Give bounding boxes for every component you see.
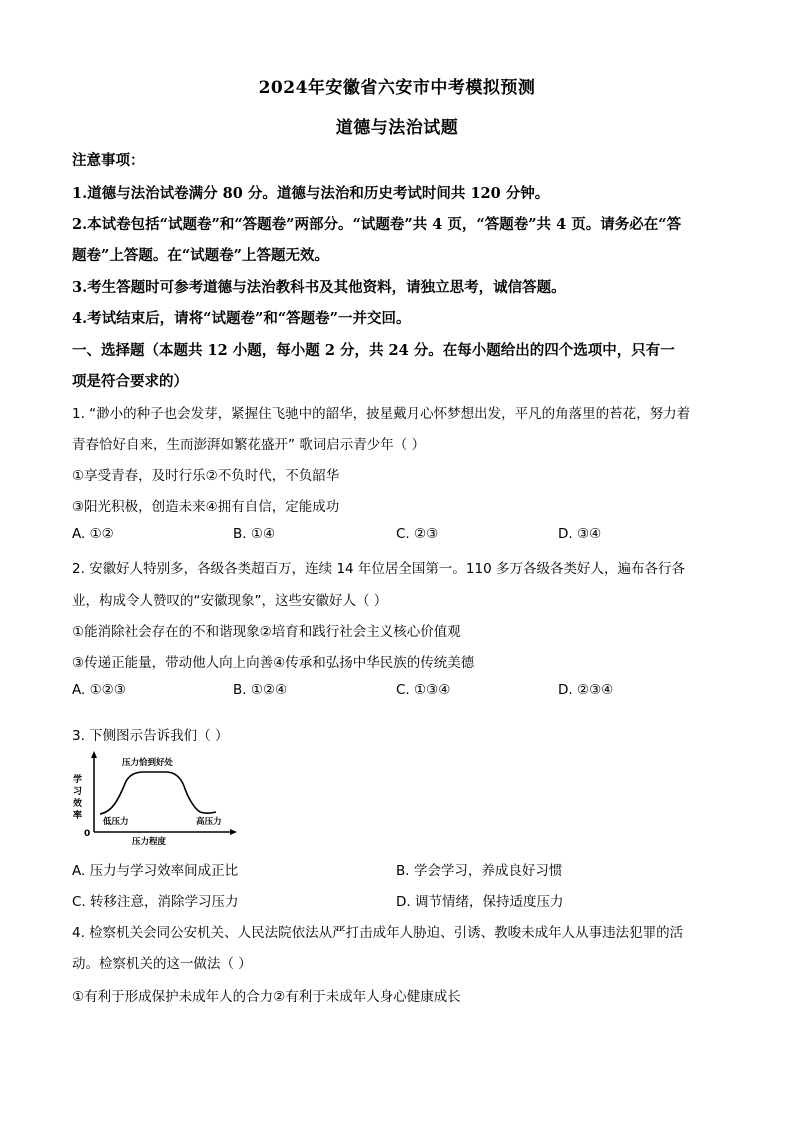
question-2-option-b[interactable]: B. ①②④ [233,682,288,698]
question-1-option-d[interactable]: D. ③④ [558,526,602,542]
peak-label: 压力恰到好处 [122,758,174,768]
question-3-option-d[interactable]: D. 调节情绪，保持适度压力 [396,894,564,910]
efficiency-curve [100,772,216,814]
question-3-option-b[interactable]: B. 学会学习，养成良好习惯 [396,863,563,879]
section-heading-cont: 项是符合要求的） [72,373,188,390]
x-axis-label: 压力程度 [132,837,167,846]
note-item: 3.考生答题时可参考道德与法治教科书及其他资料，请独立思考，诚信答题。 [72,279,566,296]
y-axis-label-char: 学 [73,775,83,785]
x-axis-arrow [230,829,237,835]
question-2-stem-cont: 业，构成令人赞叹的“安徽现象”，这些安徽好人（ ） [72,593,388,609]
question-2-stem: 2. 安徽好人特别多，各级各类超百万，连续 14 年位居全国第一。110 多万各级各类好人，遍布各行各 [72,561,685,577]
note-item: 题卷”上答题。在“试题卷”上答题无效。 [72,247,330,264]
question-4-stem: 4. 检察机关会同公安机关、人民法院依法从严打击成年人胁迫、引诱、教唆未成年人从事违法犯罪的活 [72,925,684,941]
pressure-efficiency-figure [70,750,240,846]
high-pressure-label: 高压力 [196,817,222,827]
question-1-option-b[interactable]: B. ①④ [233,526,276,542]
y-axis-label-char: 率 [73,811,83,821]
question-1-statement: ①享受青春，及时行乐②不负时代，不负韶华 [72,468,340,484]
y-axis-arrow [91,751,97,758]
question-1-stem: 1. “渺小的种子也会发芽，紧握住飞驰中的韶华，披星戴月心怀梦想出发，平凡的角落里的苔花，努力着 [72,406,691,422]
question-3-option-c[interactable]: C. 转移注意，消除学习压力 [72,894,239,910]
section-heading: 一、选择题（本题共 12 小题，每小题 2 分，共 24 分。在每小题给出的四个选项中，只有一 [72,342,675,359]
question-3-option-a[interactable]: A. 压力与学习效率间成正比 [72,863,239,879]
question-4-statement: ①有利于形成保护未成年人的合力②有利于未成年人身心健康成长 [72,989,461,1005]
low-pressure-label: 低压力 [103,817,129,827]
question-2-statement: ③传递正能量，带动他人向上向善④传承和弘扬中华民族的传统美德 [72,655,475,671]
question-1-option-c[interactable]: C. ②③ [396,526,439,542]
question-4-stem-cont: 动。检察机关的这一做法（ ） [72,956,252,972]
question-2-option-d[interactable]: D. ②③④ [558,682,614,698]
question-3-stem: 3. 下侧图示告诉我们（ ） [72,728,229,744]
y-axis-label-char: 习 [73,787,83,797]
question-1-option-a[interactable]: A. ①② [72,526,114,542]
question-1-stem-cont: 青春恰好自来，生而澎湃如繁花盛开” 歌词启示青少年（ ） [72,437,426,453]
question-2-statement: ①能消除社会存在的不和谐现象②培育和践行社会主义核心价值观 [72,624,461,640]
notes-heading: 注意事项： [72,152,145,169]
y-axis-label-char: 效 [73,799,83,809]
question-1-statement: ③阳光积极，创造未来④拥有自信，定能成功 [72,499,340,515]
origin-label: 0 [84,829,91,839]
question-2-option-c[interactable]: C. ①③④ [396,682,451,698]
note-item: 2.本试卷包括“试题卷”和“答题卷”两部分。“试题卷”共 4 页，“答题卷”共 4 页。请务必在“答 [72,216,682,233]
page-subtitle: 道德与法治试题 [335,118,459,138]
page-title: 2024年安徽省六安市中考模拟预测 [258,78,536,98]
note-item: 1.道德与法治试卷满分 80 分。道德与法治和历史考试时间共 120 分钟。 [72,185,550,202]
note-item: 4.考试结束后，请将“试题卷”和“答题卷”一并交回。 [72,310,411,327]
question-2-option-a[interactable]: A. ①②③ [72,682,126,698]
